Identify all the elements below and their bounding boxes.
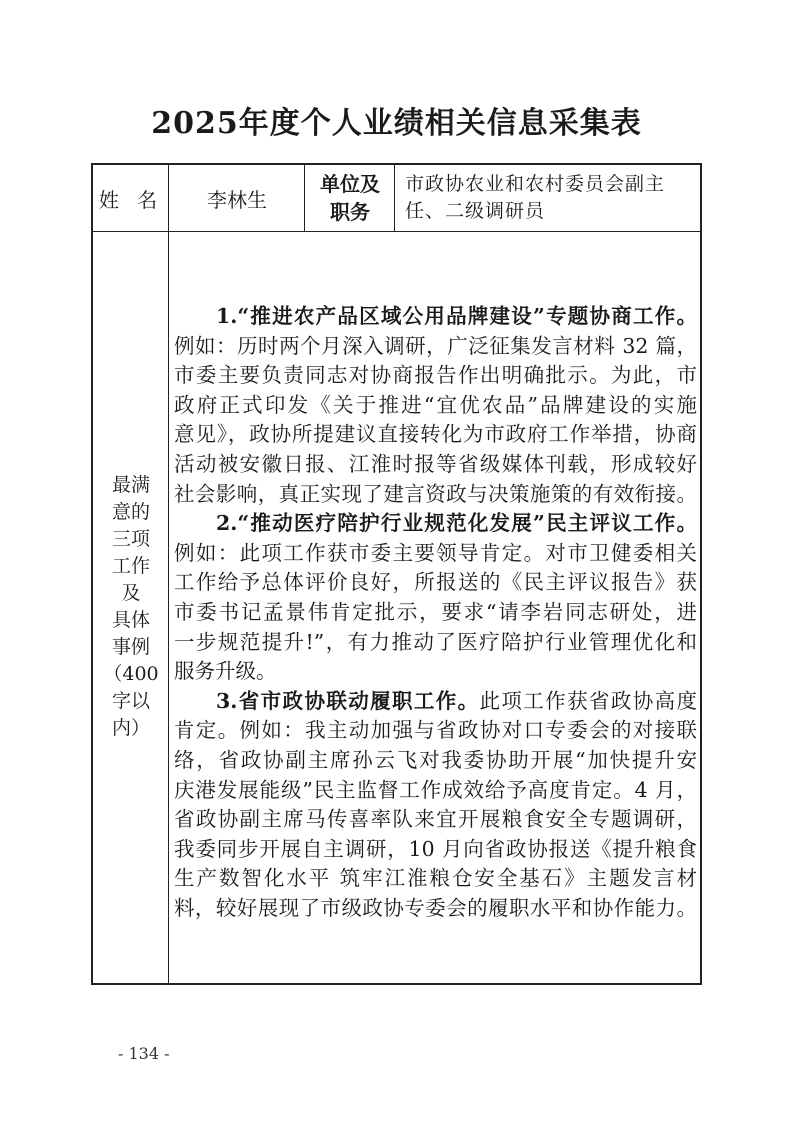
section-label-line: 内） <box>111 717 150 739</box>
unit-value-line: 市政协农业和农村委员会副主 <box>405 173 666 195</box>
item-text: 例如：历时两个月深入调研，广泛征集发言材料 32 篇， <box>174 333 697 358</box>
name-value: 李林生 <box>207 187 267 212</box>
item-heading: 1.“推进农产品区域公用品牌建设”专题协商工作。 <box>216 304 697 328</box>
item-text: 生产数智化水平 筑牢江淮粮仓安全基石》主题发言材 <box>174 866 697 891</box>
item-text: 服务升级。 <box>174 659 277 684</box>
section-label-line: 事例 <box>111 636 150 658</box>
text-line <box>174 805 697 835</box>
unit-label-line: 单位及 <box>320 172 380 196</box>
text-line <box>174 509 697 539</box>
item-text: 此项工作获省政协高度 <box>479 688 697 713</box>
text-line <box>174 598 697 628</box>
row-divider <box>93 231 700 232</box>
item-text: 肯定。例如：我主动加强与省政协对口专委会的对接联 <box>174 718 697 743</box>
text-line <box>174 864 697 894</box>
item-heading: 3.省市政协联动履职工作。 <box>216 688 480 713</box>
text-line <box>174 657 697 687</box>
document-title: 2025年度个人业绩相关信息采集表 <box>151 106 642 141</box>
unit-label-line: 职务 <box>330 200 370 224</box>
text-line <box>174 450 697 480</box>
text-line <box>174 420 697 450</box>
item-text: 我委同步开展自主调研，10 月向省政协报送《提升粮食 <box>174 836 697 861</box>
item-text: 庆港发展能级”民主监督工作成效给予高度肯定。4 月， <box>174 777 697 802</box>
item-text: 络，省政协副主席孙云飞对我委协助开展“加快提升安 <box>174 747 697 772</box>
section-label-line: 意的 <box>111 501 150 523</box>
item-text: 料，较好展现了市级政协专委会的履职水平和协作能力。 <box>174 895 697 920</box>
section-label-line: 工作 <box>111 555 150 577</box>
item-text: 一步规范提升!”，有力推动了医疗陪护行业管理优化和 <box>174 629 697 654</box>
item-text: 社会影响，真正实现了建言资政与决策施策的有效衔接。 <box>174 481 697 506</box>
text-line <box>174 776 697 806</box>
text-line <box>174 539 697 569</box>
item-text: 省政协副主席马传喜率队来宜开展粮食安全专题调研， <box>174 807 697 832</box>
item-text: 活动被安徽日报、江淮时报等省级媒体刊载，形成较好 <box>174 451 697 476</box>
text-line <box>174 332 697 362</box>
page-number: - 134 - <box>118 1044 170 1063</box>
text-line <box>174 480 697 510</box>
item-text: 工作给予总体评价良好，所报送的《民主评议报告》获 <box>174 570 697 595</box>
section-label <box>93 231 169 983</box>
item-text: 例如：此项工作获市委主要领导肯定。对市卫健委相关 <box>174 540 697 565</box>
work-examples-content <box>174 302 697 923</box>
text-line <box>174 628 697 658</box>
item-text: 市委书记孟景伟肯定批示，要求“请李岩同志研处，进 <box>174 599 697 624</box>
text-line <box>174 835 697 865</box>
name-label: 姓 名 <box>98 187 164 212</box>
item-text: 政府正式印发《关于推进“宜优农品”品牌建设的实施 <box>174 392 697 417</box>
section-label-line: 字以 <box>111 690 150 712</box>
section-label-line: 及 <box>121 582 141 604</box>
text-line <box>174 894 697 924</box>
text-line <box>174 361 697 391</box>
text-line <box>174 687 697 717</box>
text-line <box>174 302 697 332</box>
section-label-line: 三项 <box>111 528 150 550</box>
unit-position-label <box>305 165 395 231</box>
unit-position-value <box>395 165 702 231</box>
section-label-line: 最满 <box>111 474 150 496</box>
section-label-line: （400 <box>103 663 159 685</box>
text-line <box>174 568 697 598</box>
unit-value-line: 任、二级调研员 <box>405 200 546 222</box>
text-line <box>174 716 697 746</box>
text-line <box>174 391 697 421</box>
text-line <box>174 746 697 776</box>
item-heading: 2.“推动医疗陪护行业规范化发展”民主评议工作。 <box>216 511 697 536</box>
item-text: 意见》，政协所提建议直接转化为市政府工作举措，协商 <box>174 422 697 447</box>
section-label-line: 具体 <box>111 609 150 631</box>
item-text: 市委主要负责同志对协商报告作出明确批示。为此，市 <box>174 363 697 388</box>
